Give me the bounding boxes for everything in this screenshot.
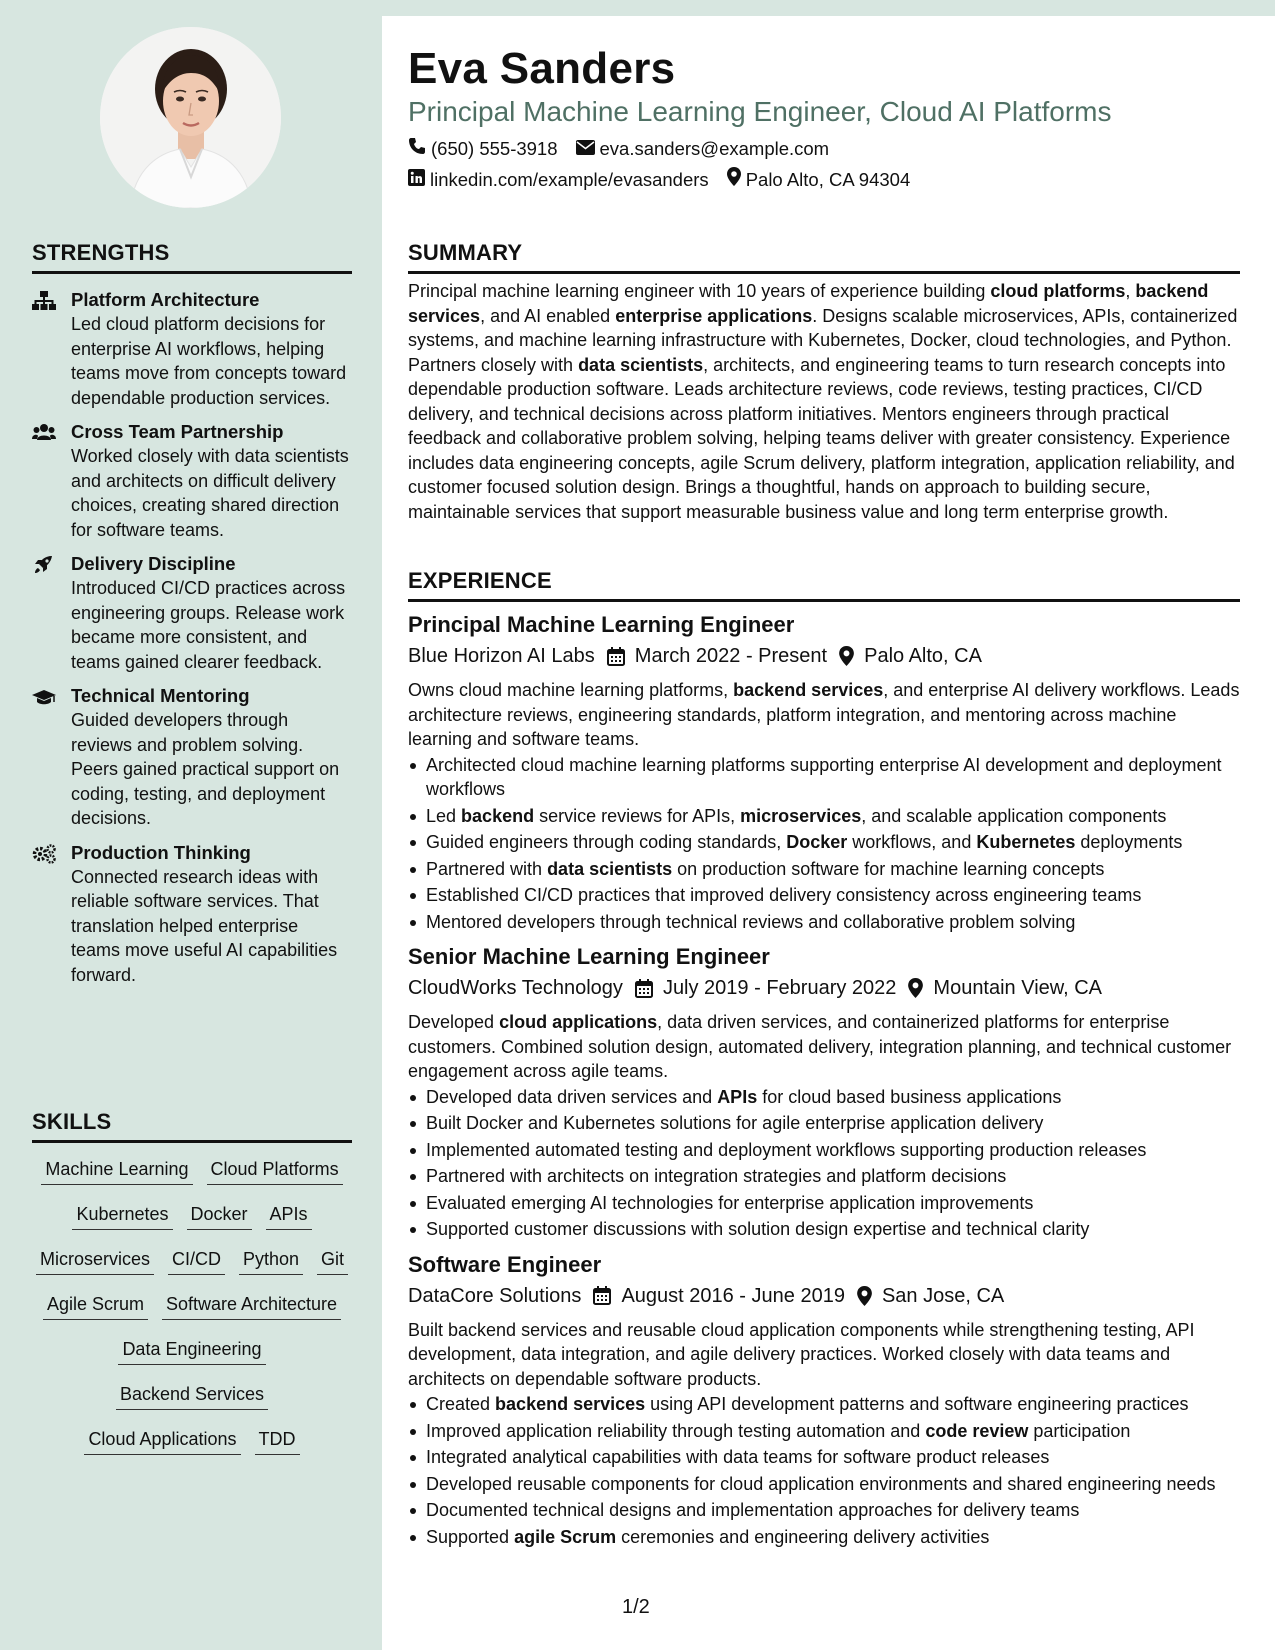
job-entry xyxy=(408,611,1240,934)
job-bullets xyxy=(408,753,1240,935)
strength-description: Led cloud platform decisions for enterprise AI workflows, helping teams move from concepts toward dependable production services. xyxy=(71,314,347,408)
skill-tag: Agile Scrum xyxy=(43,1292,148,1320)
text-segment: on production software for machine learning concepts xyxy=(672,858,1105,879)
sitemap-icon xyxy=(32,291,56,311)
text-segment: Documented technical designs and implementation approaches for delivery teams xyxy=(426,1500,1080,1520)
text-segment: ceremonies and engineering delivery activities xyxy=(616,1526,990,1547)
bullet-item xyxy=(408,1392,1240,1417)
bold-keyword: Docker xyxy=(786,832,848,852)
phone-text: (650) 555-3918 xyxy=(431,138,558,159)
bullet-item xyxy=(408,830,1240,855)
bullet-item xyxy=(408,1217,1240,1242)
bold-keyword: data scientists xyxy=(578,354,704,375)
skill-row xyxy=(32,1284,352,1329)
bold-keyword: code review xyxy=(925,1420,1029,1441)
text-segment: Partnered with xyxy=(426,858,548,879)
top-accent-strip xyxy=(382,0,1275,16)
location-contact xyxy=(727,167,911,192)
text-segment: Owns cloud machine learning platforms, xyxy=(408,680,734,700)
job-description xyxy=(408,678,1240,752)
skill-row xyxy=(32,1194,352,1239)
job-company: DataCore Solutions xyxy=(408,1284,582,1307)
job-dates: July 2019 - February 2022 xyxy=(662,977,897,999)
text-segment: , and scalable application components xyxy=(861,805,1167,826)
users-icon xyxy=(32,423,56,443)
text-segment: Established CI/CD practices that improved delivery consistency across engineering teams xyxy=(426,885,1142,905)
text-segment: for cloud based business applications xyxy=(757,1086,1062,1107)
skill-row xyxy=(32,1149,352,1194)
calendar-icon xyxy=(635,979,653,998)
skill-row xyxy=(32,1374,352,1419)
text-segment: , xyxy=(1125,281,1136,301)
text-segment: using API development patterns and software engineering practices xyxy=(645,1394,1189,1414)
skill-tag: Kubernetes xyxy=(72,1202,172,1230)
email-text[interactable]: eva.sanders@example.com xyxy=(599,138,830,159)
candidate-name: Eva Sanders xyxy=(408,44,676,93)
experience-section xyxy=(408,568,1240,1551)
text-segment: Architected cloud machine learning platforms supporting enterprise AI development and deployment workflows xyxy=(426,754,1222,799)
calendar-icon xyxy=(593,1286,611,1305)
bold-keyword: cloud applications xyxy=(499,1012,658,1032)
strength-item xyxy=(32,684,352,831)
strength-title: Technical Mentoring xyxy=(71,685,250,706)
text-segment: Built backend services and reusable cloud application components while strengthening testing, API development, data integration, and agile delivery practices. Worked closely with data teams and architects on dependable software products. xyxy=(408,1319,1195,1389)
job-meta xyxy=(408,642,1240,670)
job-description xyxy=(408,1318,1240,1392)
text-segment: Created xyxy=(426,1394,496,1414)
text-segment: Guided engineers through coding standards, xyxy=(426,832,787,852)
linkedin-text[interactable]: linkedin.com/example/evasanders xyxy=(430,168,709,190)
skill-tag: Docker xyxy=(187,1202,252,1230)
job-dates: August 2016 - June 2019 xyxy=(621,1284,845,1307)
linkedin-contact[interactable] xyxy=(408,167,709,192)
bold-keyword: agile Scrum xyxy=(514,1526,617,1547)
strengths-heading: STRENGTHS xyxy=(32,240,352,274)
rocket-icon xyxy=(32,555,56,575)
job-location: Palo Alto, CA xyxy=(864,645,982,667)
job-dates: March 2022 - Present xyxy=(634,645,828,667)
job-description xyxy=(408,1010,1240,1084)
contact-row xyxy=(408,167,1240,192)
text-segment: , and AI enabled xyxy=(480,305,616,326)
text-segment: , data driven services, and containerized platforms for enterprise customers. Combined solution design, automated delivery, integration planning, and technical customer engagement across agile teams. xyxy=(408,1012,1232,1081)
text-segment: Developed data driven services and xyxy=(426,1086,718,1107)
text-segment: Evaluated emerging AI technologies for enterprise application improvements xyxy=(426,1192,1034,1213)
skill-tag: CI/CD xyxy=(168,1247,225,1275)
text-segment: Integrated analytical capabilities with data teams for software product releases xyxy=(426,1447,1050,1467)
skill-tag: Backend Services xyxy=(116,1382,268,1410)
bullet-item xyxy=(408,910,1240,935)
skill-tag: APIs xyxy=(266,1202,312,1230)
strength-description: Connected research ideas with reliable software services. That translation helped enterprise teams move useful AI capabilities forward. xyxy=(71,866,338,985)
job-title: Senior Machine Learning Engineer xyxy=(408,944,770,969)
job-entry xyxy=(408,1251,1240,1550)
text-segment: participation xyxy=(1028,1420,1131,1441)
map-pin-icon xyxy=(857,1286,872,1306)
map-pin-icon xyxy=(839,646,854,666)
bullet-item xyxy=(408,753,1240,802)
strength-item xyxy=(32,420,352,542)
bullet-item xyxy=(408,1419,1240,1444)
skill-tag: TDD xyxy=(255,1427,300,1455)
text-segment: Supported xyxy=(426,1526,515,1547)
bullet-item xyxy=(408,1498,1240,1523)
job-bullets xyxy=(408,1392,1240,1549)
calendar-icon xyxy=(607,647,625,666)
bullet-item xyxy=(408,1138,1240,1163)
linkedin-icon xyxy=(408,168,425,192)
skill-row xyxy=(32,1239,352,1284)
bold-keyword: backend xyxy=(461,805,535,826)
skill-tag: Software Architecture xyxy=(162,1292,341,1320)
bold-keyword: APIs xyxy=(717,1086,758,1107)
job-meta xyxy=(408,974,1240,1002)
job-bullets xyxy=(408,1085,1240,1242)
bullet-item xyxy=(408,1164,1240,1189)
job-title: Software Engineer xyxy=(408,1251,602,1277)
contact-row xyxy=(408,137,1240,161)
skill-tag: Machine Learning xyxy=(41,1157,192,1185)
job-list xyxy=(408,611,1240,1549)
job-company: Blue Horizon AI Labs xyxy=(408,645,595,667)
bold-keyword: data scientists xyxy=(547,858,673,879)
strength-title: Platform Architecture xyxy=(71,289,260,310)
text-segment: , and enterprise AI delivery workflows. Leads architecture reviews, engineering standards, platform integration, and mentoring across machine learning and software teams. xyxy=(408,680,1240,749)
summary-text xyxy=(408,279,1240,524)
skill-tag: Cloud Applications xyxy=(84,1427,240,1455)
experience-heading: EXPERIENCE xyxy=(408,568,1240,602)
phone-contact xyxy=(408,137,558,161)
skill-tag: Cloud Platforms xyxy=(207,1157,343,1185)
strength-item xyxy=(32,552,352,674)
skill-tag: Python xyxy=(239,1247,303,1275)
job-meta xyxy=(408,1282,1240,1310)
text-segment: Built Docker and Kubernetes solutions for agile enterprise application delivery xyxy=(426,1113,1044,1133)
job-location: San Jose, CA xyxy=(881,1284,1005,1307)
strength-item xyxy=(32,288,352,410)
bullet-item xyxy=(408,1445,1240,1470)
strength-title: Delivery Discipline xyxy=(71,553,236,574)
main-content xyxy=(408,16,1240,1547)
text-segment: Partnered with architects on integration strategies and platform decisions xyxy=(426,1166,1007,1186)
text-segment: service reviews for APIs, xyxy=(534,805,741,826)
skill-tag: Microservices xyxy=(36,1247,154,1275)
bullet-item xyxy=(408,1472,1240,1497)
skill-tags xyxy=(32,1149,352,1464)
bullet-item xyxy=(408,1525,1240,1550)
profile-photo xyxy=(100,27,281,208)
candidate-role: Principal Machine Learning Engineer, Cloud AI Platforms xyxy=(408,96,1112,127)
map-pin-icon xyxy=(908,978,923,998)
graduation-cap-icon xyxy=(32,687,56,707)
text-segment: . Designs scalable microservices, APIs, containerized systems, and machine learning infrastructure with Kubernetes, Docker, cloud technologies, and Python. Partners closely with xyxy=(408,305,1238,375)
bullet-item xyxy=(408,883,1240,908)
text-segment: Implemented automated testing and deployment workflows supporting production releases xyxy=(426,1139,1147,1160)
text-segment: Developed reusable components for cloud application environments and shared engineering needs xyxy=(426,1473,1216,1494)
text-segment: Developed xyxy=(408,1012,500,1032)
bold-keyword: backend services xyxy=(408,281,1209,326)
job-company: CloudWorks Technology xyxy=(408,977,623,999)
bold-keyword: backend services xyxy=(495,1394,646,1414)
map-pin-icon xyxy=(727,167,741,192)
text-segment: deployments xyxy=(1075,832,1183,852)
text-segment: Improved application reliability through testing automation and xyxy=(426,1420,926,1441)
strength-item xyxy=(32,841,352,988)
bullet-item xyxy=(408,1085,1240,1110)
gears-icon xyxy=(32,844,56,864)
bold-keyword: backend services xyxy=(733,680,884,700)
text-segment: , architects, and engineering teams to turn research concepts into dependable production software. Leads architecture reviews, code reviews, testing practices, CI/CD delivery, and technical decisions across platform initiatives. Mentors engineers through practical feedback and collaborative problem solving, helping teams deliver with greater consistency. Experience includes data engineering concepts, agile Scrum delivery, platform integration, application reliability, and customer focused solution design. Brings a thoughtful, hands on approach to building secure, maintainable services that support measurable business value and long term enterprise growth. xyxy=(408,354,1235,522)
skills-section xyxy=(32,1109,352,1464)
envelope-icon xyxy=(576,137,595,161)
bullet-item xyxy=(408,857,1240,882)
bullet-item xyxy=(408,1111,1240,1136)
skill-row xyxy=(32,1419,352,1464)
skill-tag: Data Engineering xyxy=(118,1337,265,1365)
skills-heading: SKILLS xyxy=(32,1109,352,1143)
page-number: 1/2 xyxy=(622,1596,650,1618)
email-contact[interactable] xyxy=(576,137,830,161)
skill-tag: Git xyxy=(317,1247,348,1275)
bold-keyword: microservices xyxy=(740,805,862,826)
location-text: Palo Alto, CA 94304 xyxy=(745,168,911,190)
strength-title: Production Thinking xyxy=(71,841,251,863)
text-segment: Supported customer discussions with solution design expertise and technical clarity xyxy=(426,1219,1090,1239)
summary-heading: SUMMARY xyxy=(408,240,1240,274)
strength-description: Guided developers through reviews and problem solving. Peers gained practical support on coding, testing, and deployment decisions. xyxy=(71,710,340,828)
summary-section xyxy=(408,240,1240,524)
skill-row xyxy=(32,1329,352,1374)
bullet-item xyxy=(408,804,1240,829)
text-segment: Led xyxy=(426,805,462,826)
strengths-section xyxy=(32,240,352,987)
text-segment: Mentored developers through technical reviews and collaborative problem solving xyxy=(426,911,1076,932)
phone-icon xyxy=(408,137,426,161)
text-segment: Principal machine learning engineer with 10 years of experience building xyxy=(408,281,991,301)
bullet-item xyxy=(408,1191,1240,1216)
bold-keyword: Kubernetes xyxy=(976,832,1076,852)
bold-keyword: cloud platforms xyxy=(990,281,1126,301)
job-entry xyxy=(408,943,1240,1242)
job-title: Principal Machine Learning Engineer xyxy=(408,612,795,637)
bold-keyword: enterprise applications xyxy=(615,305,813,326)
strength-description: Worked closely with data scientists and architects on difficult delivery choices, creating shared direction for software teams. xyxy=(71,446,349,540)
text-segment: workflows, and xyxy=(847,832,977,852)
strength-description: Introduced CI/CD practices across engineering groups. Release work became more consistent, and teams gained clearer feedback. xyxy=(71,578,346,672)
job-location: Mountain View, CA xyxy=(933,977,1103,999)
strength-title: Cross Team Partnership xyxy=(71,421,284,442)
